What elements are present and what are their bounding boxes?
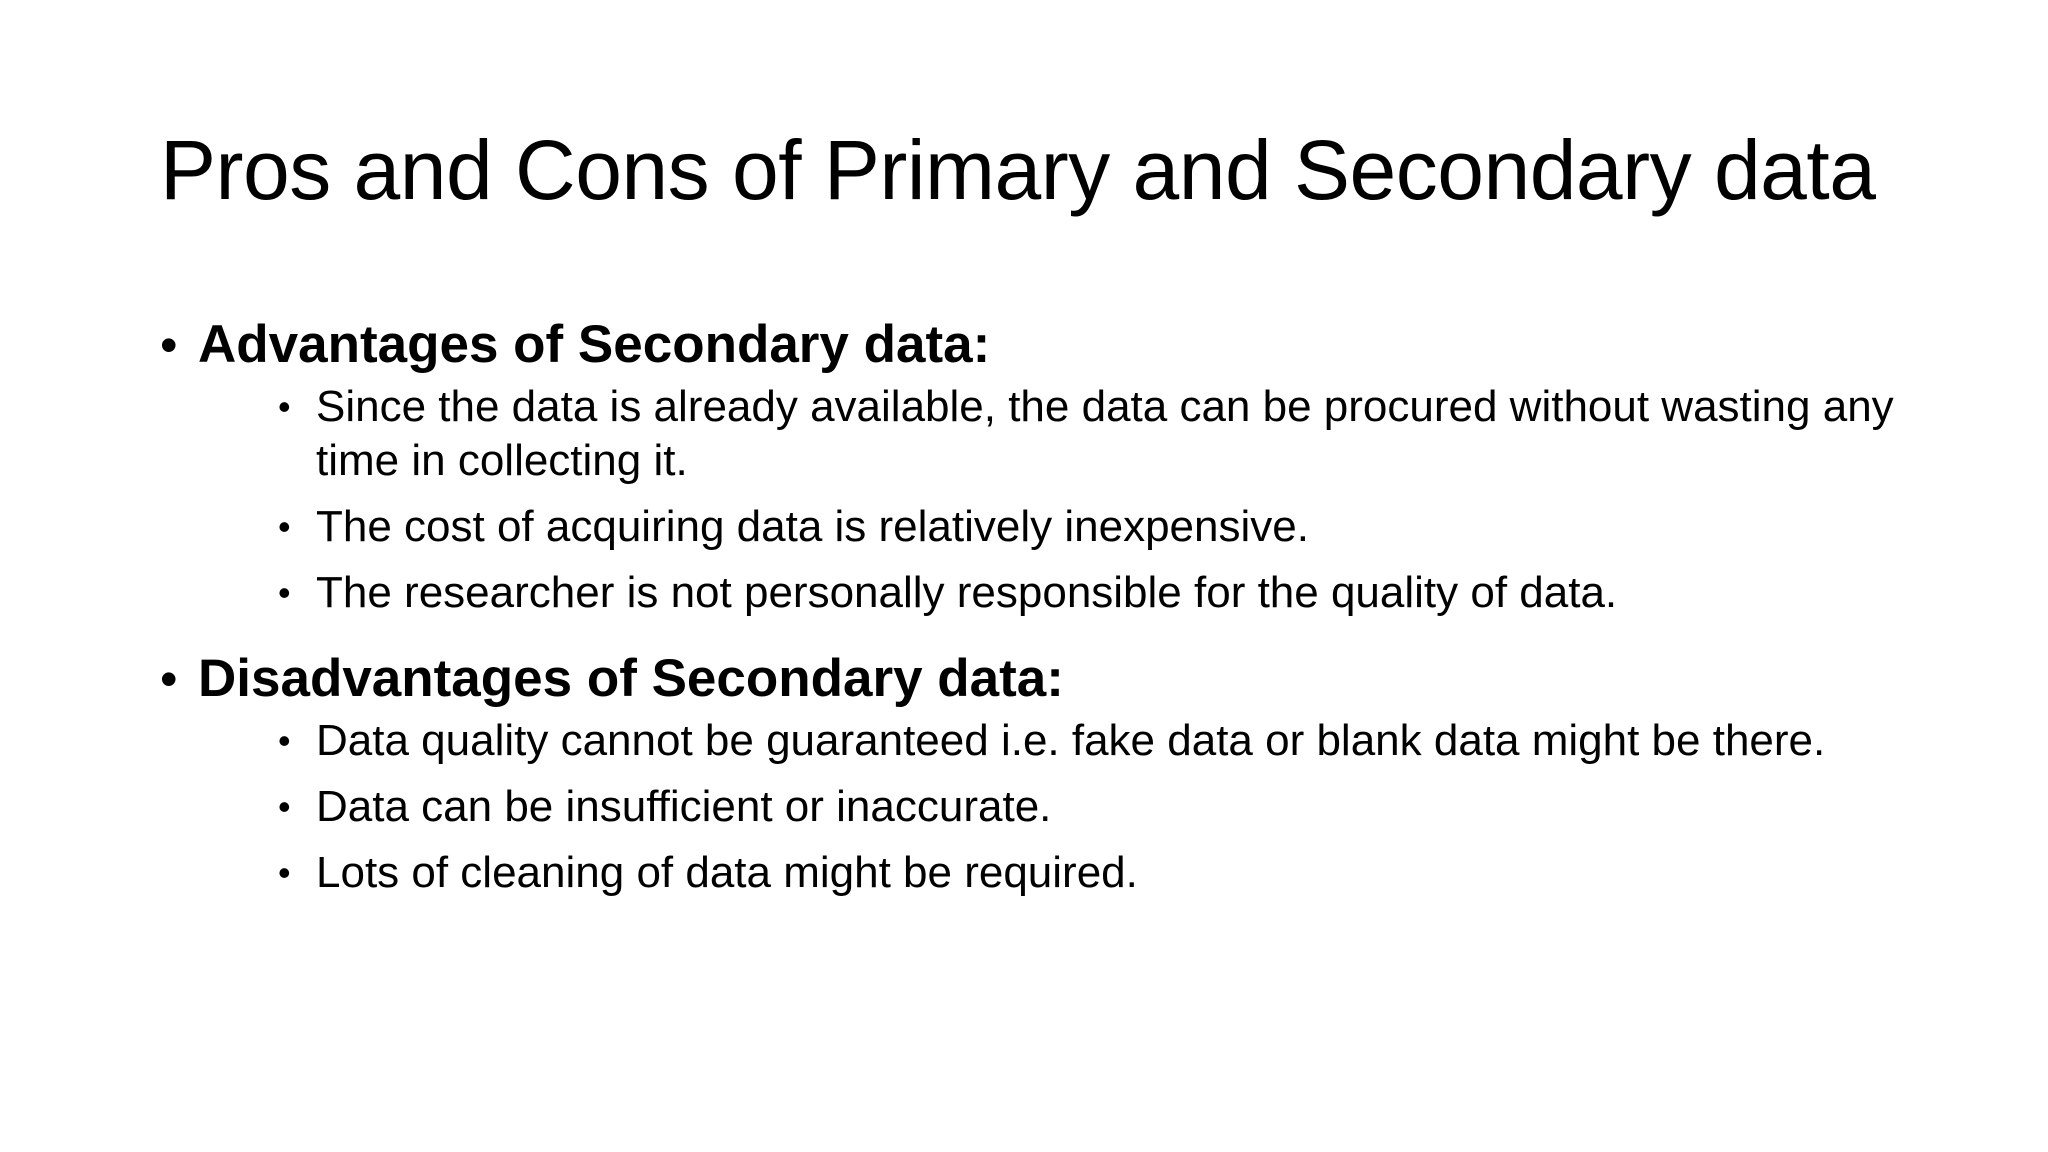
bullet-icon: • [278,786,291,827]
advantages-list [160,380,1900,620]
bullet-icon: • [278,852,291,893]
disadvantages-section [160,644,1900,900]
advantages-section [160,310,1900,620]
disadvantages-heading-text: Disadvantages of Secondary data: [198,649,1064,708]
advantages-heading-text: Advantages of Secondary data: [198,315,991,374]
slide-content [160,310,1900,924]
list-item-text: Data can be insufficient or inaccurate. [316,782,1052,831]
bullet-icon: • [278,572,291,613]
list-item-text: The cost of acquiring data is relatively inexpensive. [316,502,1309,551]
list-item [278,566,1900,620]
list-item-text: The researcher is not personally responsible for the quality of data. [316,568,1618,617]
list-item-text: Data quality cannot be guaranteed i.e. fake data or blank data might be there. [316,716,1826,765]
bullet-icon: • [278,720,291,761]
disadvantages-heading [160,644,1900,714]
list-item-text: Since the data is already available, the data can be procured without wasting any time in collecting it. [316,382,1894,485]
disadvantages-list [160,714,1900,900]
bullet-icon: • [160,651,178,707]
advantages-heading [160,310,1900,380]
list-item-text: Lots of cleaning of data might be required. [316,848,1138,897]
list-item [278,780,1900,834]
bullet-icon: • [160,317,178,373]
bullet-icon: • [278,506,291,547]
bullet-icon: • [278,386,291,427]
list-item [278,846,1900,900]
list-item [278,500,1900,554]
slide-title: Pros and Cons of Primary and Secondary data [160,123,1876,217]
list-item [278,714,1900,768]
list-item [278,380,1900,488]
